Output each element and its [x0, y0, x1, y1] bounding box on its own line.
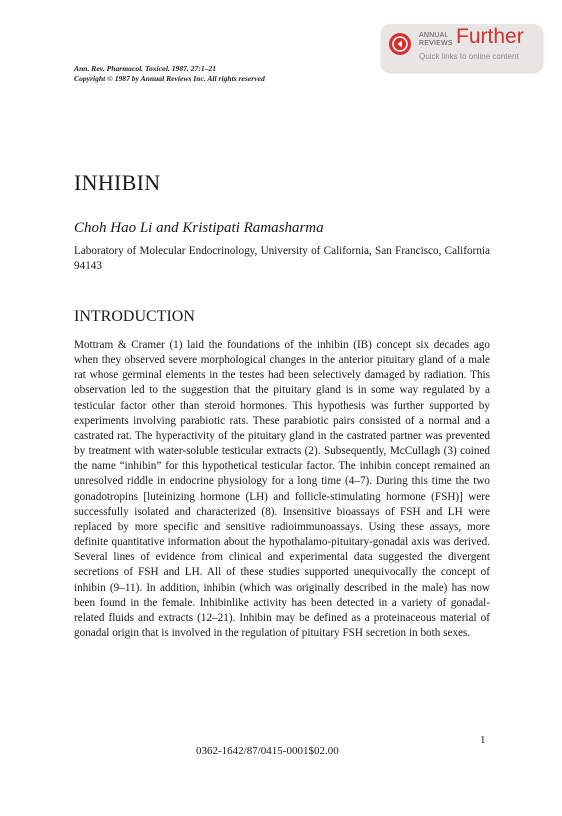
page-number: 1: [480, 734, 486, 746]
reviews-label: REVIEWS: [419, 40, 453, 47]
author-line: Choh Hao Li and Kristipati Ramasharma: [74, 220, 324, 236]
section-heading: INTRODUCTION: [74, 308, 195, 325]
further-banner[interactable]: [381, 24, 543, 72]
banner-subtitle: Quick links to online content: [419, 52, 519, 61]
journal-citation: [74, 64, 265, 84]
introduction-paragraph: Mottram & Cramer (1) laid the foundations of the inhibin (IB) concept six decades ago when they observed severe morphological changes in the anterior pituitary gland of a male rat whose germinal elements in the testes had been selectively damaged by radiation. This observation led to the suggestion that the pituitary gland is in some way regulated by a testicular factor other than steroid hormones. This hypothesis was further supported by experiments involving parabiotic rats. These parabiotic pairs consisted of a normal and a castrated rat. The hyperactivity of the pituitary gland in the castrated partner was prevented by treatment with water-soluble testicular extracts (2). Subsequently, McCullagh (3) coined the name “inhibin” for this hypothetical testicular factor. The inhibin concept remained an unresolved riddle in endocrine physiology for a long time (4–7). During this time the two gonadotropins [luteinizing hormone (LH) and follicle-stimulating hormone (FSH)] were successfully isolated and characterized (8). Insensitive bioassays of FSH and LH were replaced by more specific and sensitive radioimmunoassays. Using these assays, more definite quantitative information about the hypothalamo-pituitary-gonadal axis was derived. Several lines of evidence from clinical and experimental data suggested the divergent secretions of FSH and LH. All of these studies supported unequivocally the concept of inhibin (9–11). In addition, inhibin (which was originally described in the male) has now been found in the female. Inhibinlike activity has been detected in a variety of gonadal-related fluids and extracts (12–21). Inhibin may be defined as a proteinaceous material of gonadal origin that is involved in the regulation of pituitary FSH secretion in both sexes.: [74, 339, 490, 639]
left-arrow-circle-icon: [389, 33, 411, 55]
annual-reviews-logo: [419, 32, 453, 48]
article-code: 0362-1642/87/0415-0001$02.00: [196, 745, 339, 757]
citation-line-copyright: Copyright © 1987 by Annual Reviews Inc. All rights reserved: [74, 74, 265, 83]
further-label: Further: [456, 25, 524, 48]
annual-label: ANNUAL: [419, 32, 449, 39]
citation-line-journal: Ann. Rev. Pharmacol. Toxicol. 1987. 27:1–21: [74, 64, 217, 73]
affiliation: Laboratory of Molecular Endocrinology, University of California, San Francisco, California 94143: [74, 245, 490, 272]
article-title: INHIBIN: [74, 170, 161, 195]
